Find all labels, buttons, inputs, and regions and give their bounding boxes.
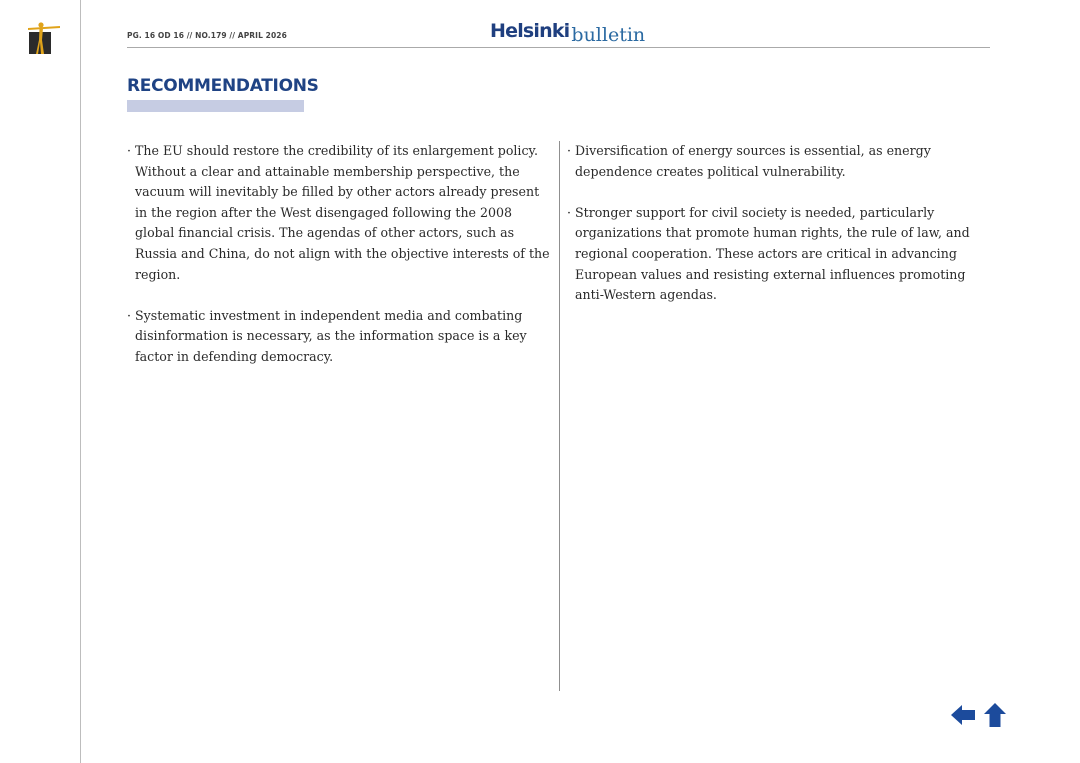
page-meta: PG. 16 OD 16 // NO.179 // APRIL 2026: [127, 31, 287, 40]
bullet: ·: [567, 204, 572, 220]
title-underline-bar: [127, 100, 304, 112]
masthead-bold: Helsinki: [490, 20, 570, 42]
column-divider: [559, 141, 560, 691]
arrow-left-icon[interactable]: [950, 702, 976, 728]
bullet: ·: [567, 143, 572, 158]
left-column: [127, 141, 552, 388]
left-margin-rule: [80, 0, 81, 763]
bullet: ·: [127, 143, 132, 158]
header-divider: [127, 47, 990, 48]
right-column: [567, 141, 997, 326]
recommendation-item: · Stronger support for civil society is needed, particularly organizations that promote human rights, the rule of law, and regional cooperation. These actors are critical in advancing European values and resisting external influences promoting anti-Western agendas.: [567, 204, 970, 303]
masthead: [490, 20, 646, 46]
recommendation-item: · Diversification of energy sources is essential, as energy dependence creates political vulnerability.: [567, 143, 931, 179]
recommendation-item: · Systematic investment in independent media and combating disinformation is necessary, as the information space is a key factor in defending democracy.: [127, 307, 527, 364]
helsinki-committee-logo-icon: [26, 20, 62, 56]
masthead-light: bulletin: [571, 24, 646, 46]
arrow-up-icon[interactable]: [982, 702, 1008, 728]
recommendation-item: · The EU should restore the credibility of its enlargement policy. Without a clear and attainable membership perspective, the vacuum will inevitably be filled by other actors already present in the region after the West disengaged following the 2008 global financial crisis. The agendas of other actors, such as Russia and China, do not align with the objective interests of the region.: [127, 143, 550, 282]
bullet: ·: [127, 307, 132, 323]
section-title: RECOMMENDATIONS: [127, 76, 319, 96]
